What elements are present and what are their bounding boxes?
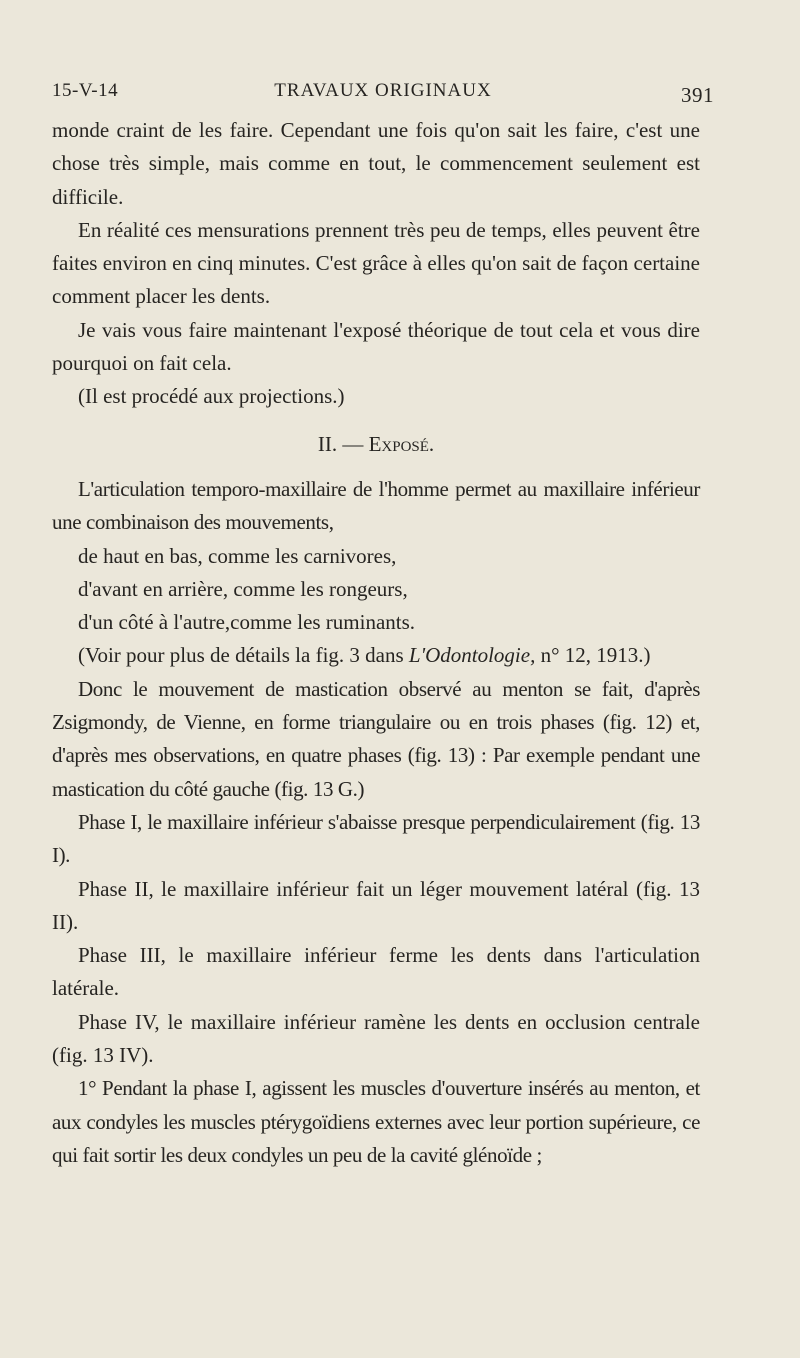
page-body [52,114,700,1172]
list-item-2: d'avant en arrière, comme les rongeurs, [78,576,408,601]
paragraph-10: Phase III, le maxillaire inférieur ferme les dents dans l'articulation latérale. [52,943,700,1001]
paragraph-6 [52,639,700,672]
paragraph-8: Phase I, le maxillaire inférieur s'abaisse presque perpendiculairement (fig. 13 I). [52,809,700,868]
paragraph-5: L'articulation temporo-maxillaire de l'homme permet au maxillaire inférieur une combinaison des mouvements, [52,476,700,535]
journal-title: L'Odontologie, [408,643,536,668]
paragraph-11: Phase IV, le maxillaire inférieur ramène les dents en occlusion centrale (fig. 13 IV). [52,1009,700,1068]
paragraph-1: monde craint de les faire. Cependant une fois qu'on sait les faire, c'est une chose très simple, mais comme en tout, le commencement seulement est difficile. [52,118,700,209]
header-title: TRAVAUX ORIGINAUX [274,80,492,101]
paragraph-2: En réalité ces mensurations prennent très peu de temps, elles peuvent être faites environ en cinq minutes. C'est grâce à elles qu'on sait de façon certaine comment placer les dents. [52,217,700,309]
section-heading-number: II. — [317,431,369,456]
paragraph-9: Phase II, le maxillaire inférieur fait un léger mouvement latéral (fig. 13 II). [52,876,700,934]
paragraph-12: 1° Pendant la phase I, agissent les muscles d'ouverture insérés au menton, et aux condyles les muscles ptérygoïdiens externes avec leur portion supérieure, ce qui fait sortir les deux condyles un peu de la cavité glénoïde ; [52,1076,700,1167]
running-header [52,78,714,112]
paragraph-4: (Il est procédé aux projections.) [78,384,345,409]
paragraph-3: Je vais vous faire maintenant l'exposé théorique de tout cela et vous dire pourquoi on fait cela. [52,317,700,376]
reference-issue: n° 12, 1913.) [535,643,651,668]
paragraph-7: Donc le mouvement de mastication observé au menton se fait, d'après Zsigmondy, de Vienne, en forme triangulaire ou en trois phases (fig. 12) et, d'après mes observations, en quatre phases (fig. 13) : Par exemple pendant une mastication du côté gauche (fig. 13 G.) [52,676,700,801]
reference-text: (Voir pour plus de détails la fig. 3 dans [78,643,409,668]
header-date: 15-V-14 [52,80,119,101]
page-number: 391 [681,83,714,107]
section-heading-title: Exposé. [368,431,435,456]
section-heading [52,428,700,461]
list-item-3: d'un côté à l'autre,comme les ruminants. [78,610,416,635]
list-item-1: de haut en bas, comme les carnivores, [78,543,397,568]
